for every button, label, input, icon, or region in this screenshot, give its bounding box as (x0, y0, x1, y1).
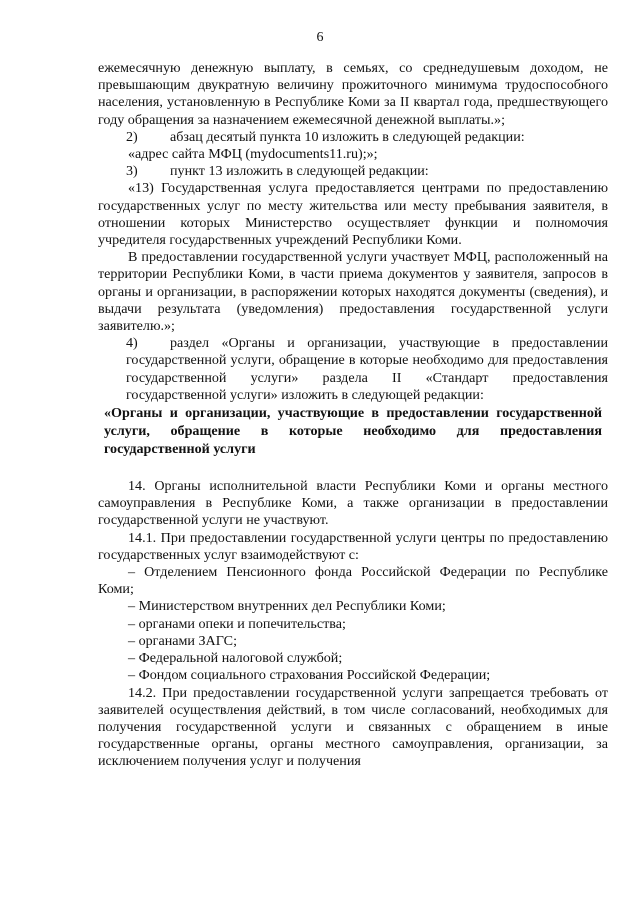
list-item (98, 129, 608, 146)
list-item: – органами опеки и попечительства; (128, 615, 346, 632)
document-body (98, 60, 608, 771)
paragraph: 14.1. При предоставлении государственной услуги центры по предоставлению государственных услуг взаимодействуют с: (98, 529, 608, 563)
list-item (98, 335, 608, 404)
list-item-text: раздел «Органы и организации, участвующие в предоставлении государственной услуги, обращение в которые необходимо для предоставления государственной услуги» раздела II «Стандарт предоставления государственной услуги» изложить в следующей редакции: (126, 335, 608, 403)
list-item: – Фондом социального страхования Российской Федерации; (128, 667, 491, 684)
paragraph: «адрес сайта МФЦ (mydocuments11.ru);»; (128, 146, 378, 163)
list-item: – органами ЗАГС; (128, 632, 237, 649)
list-number: 4) (126, 335, 138, 352)
list-item: – Министерством внутренних дел Республики Коми; (128, 598, 446, 615)
list-item: – Федеральной налоговой службой; (128, 650, 343, 667)
list-number: 2) (126, 128, 138, 145)
section-heading: «Органы и организации, участвующие в предоставлении государственной услуги, обращение в которые необходимо для предоставления государственной услуги (104, 405, 602, 458)
paragraph: «13) Государственная услуга предоставляется центрами по предоставлению государственных услуг по месту жительства или месту пребывания заявителя, в отношении которых Министерство осуществляет функции и полномочия учредителя государственных учреждений Республики Коми. (98, 180, 608, 249)
paragraph: 14. Органы исполнительной власти Республики Коми и органы местного самоуправления в Республике Коми, а также организации в предоставлении государственной услуги не участвуют. (98, 478, 608, 529)
paragraph: ежемесячную денежную выплату, в семьях, со среднедушевым доходом, не превышающим двукратную величину прожиточного минимума трудоспособного населения, установленную в Республике Коми за II квартал года, предшествующего году обращения за назначением ежемесячной денежной выплаты.»; (98, 60, 608, 128)
list-item-text: абзац десятый пункта 10 изложить в следующей редакции: (170, 128, 525, 145)
list-item: – Отделением Пенсионного фонда Российской Федерации по Республике Коми; (98, 564, 608, 598)
list-item-text: пункт 13 изложить в следующей редакции: (170, 163, 429, 180)
list-number: 3) (126, 163, 138, 180)
paragraph: В предоставлении государственной услуги участвует МФЦ, расположенный на территории Республики Коми, в части приема документов у заявителя, запросов в органы и организации, в распоряжении которых находятся документы (сведения), и выдачи результата (уведомления) предоставления государственной услуги заявителю.»; (98, 249, 608, 335)
paragraph: 14.2. При предоставлении государственной услуги запрещается требовать от заявителей осуществления действий, в том числе согласований, необходимых для получения государственной услуги и связанных с обращением в иные государственные органы, органы местного самоуправления, организации, за исключением получения услуг и получения (98, 684, 608, 770)
list-item (98, 163, 608, 180)
page-number: 6 (316, 30, 324, 45)
